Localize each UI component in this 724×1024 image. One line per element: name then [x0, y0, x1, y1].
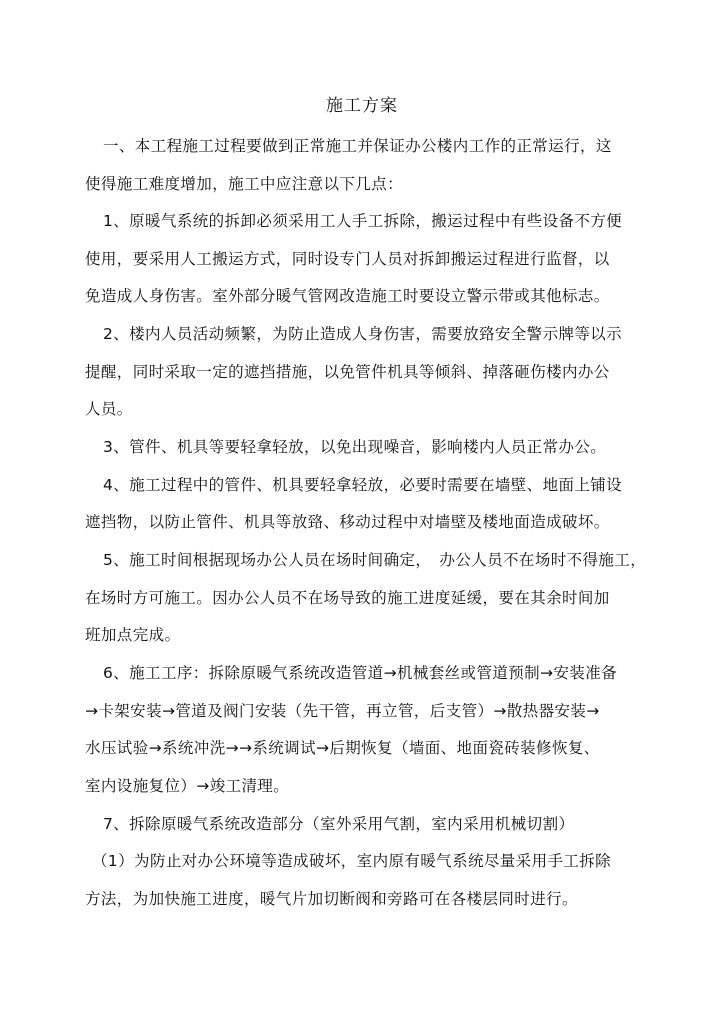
paragraph-line: 一、本工程施工过程要做到正常施工并保证办公楼内工作的正常运行，这 [103, 137, 612, 155]
paragraph-line: 使得施工难度增加，施工中应注意以下几点： [85, 175, 404, 193]
paragraph-line: 室内设施复位）→竣工清理。 [85, 777, 290, 795]
paragraph-line: 6、施工工序：拆除原暖气系统改造管道→机械套丝或管道预制→安装准备 [103, 664, 618, 682]
paragraph-line: 使用，要采用人工搬运方式，同时设专门人员对拆卸搬运过程进行监督，以 [85, 250, 610, 268]
paragraph-line: 提醒，同时采取一定的遮挡措施，以免管件机具等倾斜、掉落砸伤楼内办公 [85, 363, 610, 381]
paragraph-line: 遮挡物，以防止管件、机具等放臵、移动过程中对墙壁及楼地面造成破坏。 [85, 513, 610, 531]
paragraph-line: 1、原暖气系统的拆卸必须采用工人手工拆除，搬运过程中有些设备不方便 [103, 212, 623, 230]
paragraph-line: 3、管件、机具等要轻拿轻放，以免出现噪音，影响楼内人员正常办公。 [103, 438, 607, 456]
paragraph-line: 班加点完成。 [85, 626, 181, 644]
paragraph-line: 7、拆除原暖气系统改造部分（室外采用气割，室内采用机械切割） [103, 815, 575, 833]
paragraph-line: （1）为防止对办公环境等造成破坏，室内原有暖气系统尽量采用手工拆除 [92, 852, 612, 870]
document-title: 施工方案 [326, 96, 398, 116]
paragraph-line: 在场时方可施工。因办公人员不在场导致的施工进度延缓，要在其余时间加 [85, 589, 610, 607]
paragraph-line: 免造成人身伤害。室外部分暖气管网改造施工时要设立警示带或其他标志。 [85, 287, 610, 305]
paragraph-line: 5、施工时间根据现场办公人员在场时间确定， 办公人员不在场时不得施工， [103, 551, 647, 569]
paragraph-line: 方法，为加快施工进度，暖气片加切断阀和旁路可在各楼层同时进行。 [85, 890, 578, 908]
paragraph-line: 人员。 [85, 400, 133, 418]
paragraph-line: 2、楼内人员活动频繁，为防止造成人身伤害，需要放臵安全警示牌等以示 [103, 325, 623, 343]
paragraph-line: 水压试验→系统冲洗→→系统调试→后期恢复（墙面、地面瓷砖装修恢复、 [85, 739, 600, 757]
paragraph-line: 4、施工过程中的管件、机具要轻拿轻放，必要时需要在墙壁、地面上铺设 [103, 476, 623, 494]
paragraph-line: →卡架安装→管道及阀门安装（先干管，再立管，后支管）→散热器安装→ [85, 702, 600, 720]
